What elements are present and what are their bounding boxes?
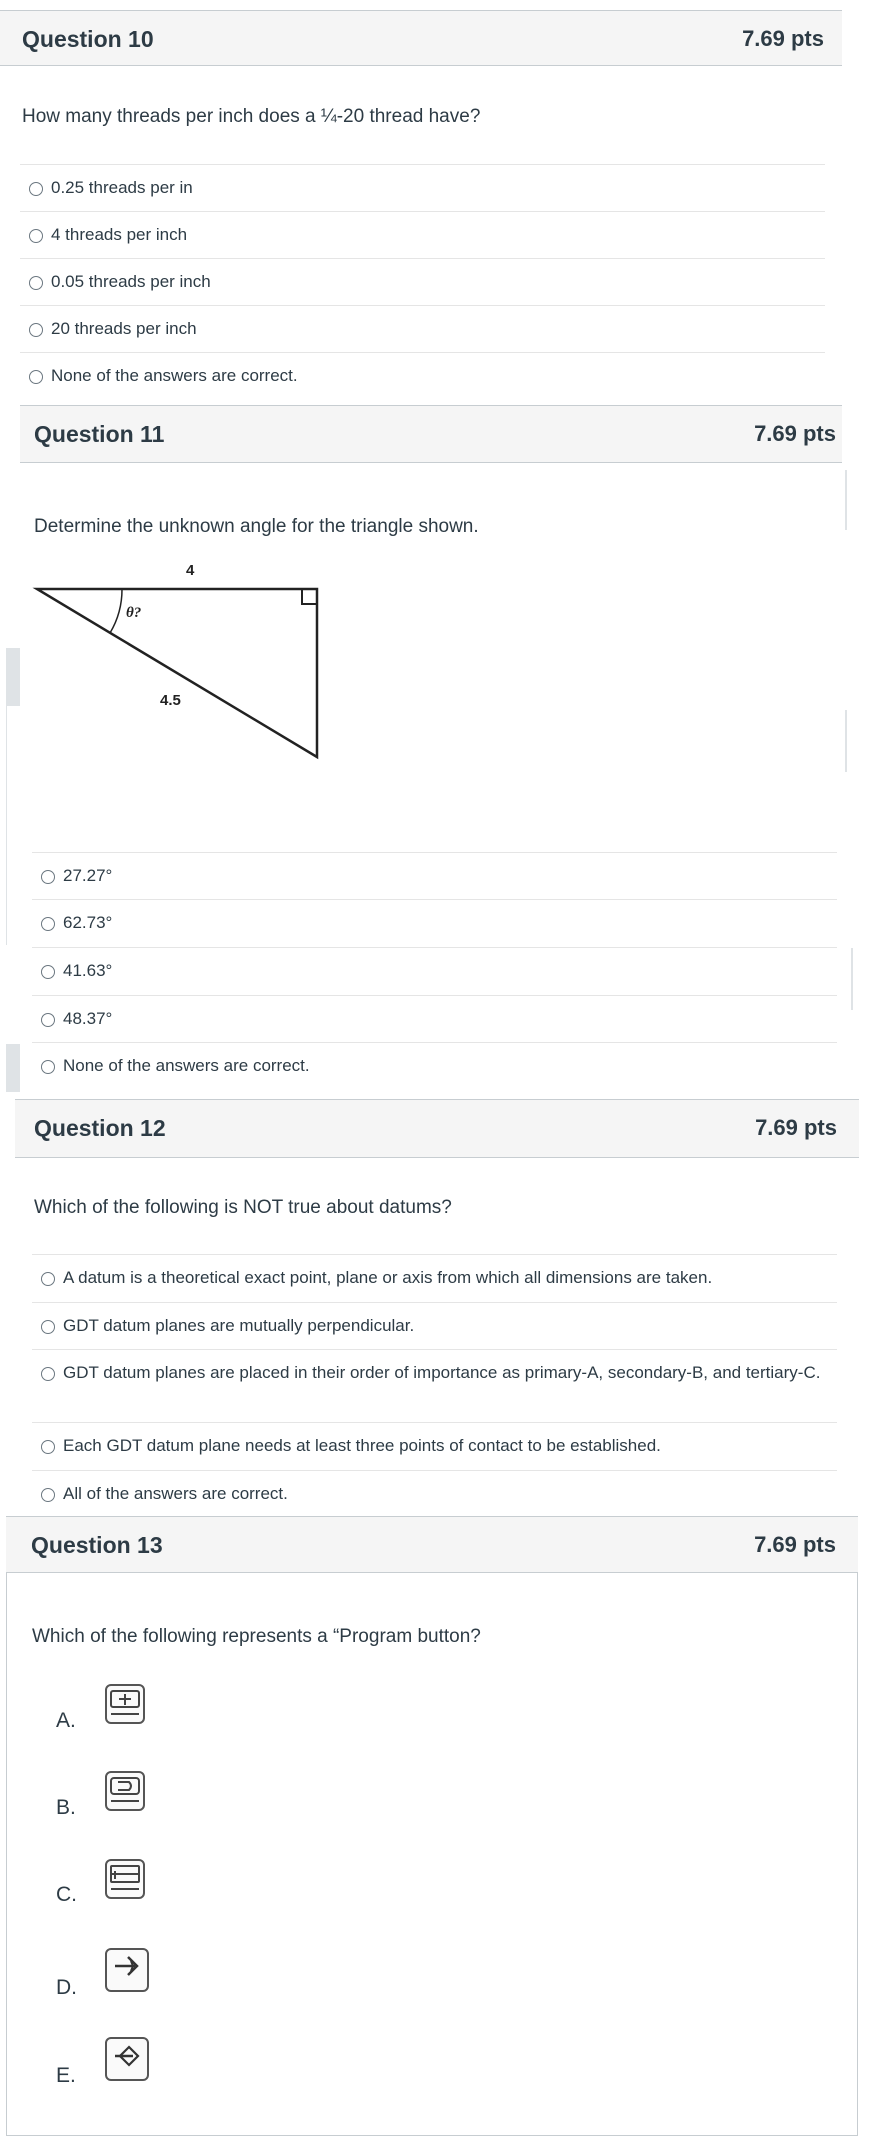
answer-option[interactable]: [32, 899, 837, 947]
radio-button[interactable]: [29, 276, 43, 290]
question-prompt: How many threads per inch does a ¼-20 thread have?: [22, 106, 481, 127]
answer-label: 0.25 threads per in: [51, 178, 193, 197]
arrow-diamond-icon[interactable]: [105, 1948, 149, 1992]
answer-option[interactable]: [20, 211, 825, 258]
answer-label: None of the answers are correct.: [63, 1056, 310, 1075]
answer-option[interactable]: [32, 995, 837, 1042]
question-title: Question 11: [34, 421, 165, 447]
side-label-top: 4: [186, 562, 195, 579]
question-header: [0, 10, 842, 66]
answer-option[interactable]: [20, 305, 825, 352]
question-prompt: Which of the following is NOT true about datums?: [34, 1197, 452, 1218]
right-edge-marker-3: [851, 948, 853, 1010]
radio-button[interactable]: [41, 1488, 55, 1502]
question-header: [20, 405, 842, 463]
answer-label: All of the answers are correct.: [63, 1484, 288, 1503]
answer-option[interactable]: [32, 1254, 837, 1302]
arrow-diamond-minus-icon[interactable]: [105, 2037, 149, 2081]
screen-keyboard-icon: [107, 1861, 143, 1897]
angle-label: θ?: [126, 605, 142, 621]
answer-label: 4 threads per inch: [51, 225, 188, 244]
answer-label: 27.27°: [63, 866, 113, 885]
answer-label: 41.63°: [63, 961, 113, 980]
answer-label: A datum is a theoretical exact point, plane or axis from which all dimensions are taken.: [63, 1268, 713, 1287]
question-points: 7.69 pts: [754, 421, 836, 446]
program-arrow-icon: [107, 1773, 143, 1809]
question-header: [15, 1099, 859, 1158]
radio-button[interactable]: [29, 323, 43, 337]
radio-button[interactable]: [41, 1013, 55, 1027]
arrow-diamond-minus-icon: [107, 2039, 147, 2079]
radio-button[interactable]: [41, 870, 55, 884]
answer-option[interactable]: [20, 352, 825, 399]
answer-label: 20 threads per inch: [51, 319, 197, 338]
radio-button[interactable]: [29, 182, 43, 196]
answer-option[interactable]: [32, 852, 837, 899]
answer-option[interactable]: [20, 164, 825, 211]
screen-keyboard-icon[interactable]: [105, 1859, 145, 1899]
left-edge-marker-2: [6, 1044, 20, 1092]
radio-button[interactable]: [41, 917, 55, 931]
right-edge-marker: [845, 470, 847, 530]
answer-option[interactable]: [32, 1042, 837, 1089]
hypotenuse-label: 4.5: [160, 692, 181, 709]
question-points: 7.69 pts: [754, 1532, 836, 1557]
answer-option[interactable]: [20, 258, 825, 305]
answer-option[interactable]: [32, 1302, 837, 1349]
calculator-plus-icon[interactable]: [105, 1684, 145, 1724]
question-header: [6, 1516, 858, 1573]
answer-option[interactable]: [32, 1422, 837, 1470]
answer-label: GDT datum planes are mutually perpendicular.: [63, 1316, 415, 1335]
answer-label: 62.73°: [63, 913, 113, 932]
option-letter: A.: [56, 1709, 76, 1732]
radio-button[interactable]: [29, 370, 43, 384]
radio-button[interactable]: [41, 1272, 55, 1286]
answer-label: Each GDT datum plane needs at least three points of contact to be established.: [63, 1436, 661, 1455]
answer-option[interactable]: [32, 947, 837, 995]
question-points: 7.69 pts: [755, 1115, 837, 1140]
question-points: 7.69 pts: [742, 26, 824, 51]
radio-button[interactable]: [41, 1060, 55, 1074]
arrow-diamond-icon: [107, 1950, 147, 1990]
answer-label: 48.37°: [63, 1009, 113, 1028]
answer-option[interactable]: [32, 1349, 837, 1422]
option-letter: B.: [56, 1796, 76, 1819]
question-prompt: Determine the unknown angle for the triangle shown.: [34, 516, 479, 537]
radio-button[interactable]: [41, 965, 55, 979]
radio-button[interactable]: [41, 1367, 55, 1381]
radio-button[interactable]: [41, 1320, 55, 1334]
option-letter: C.: [56, 1883, 77, 1906]
radio-button[interactable]: [29, 229, 43, 243]
radio-button[interactable]: [41, 1440, 55, 1454]
calculator-plus-icon: [107, 1686, 143, 1722]
right-edge-marker-2: [845, 710, 847, 772]
question-prompt: Which of the following represents a “Program button?: [32, 1626, 481, 1647]
answer-option[interactable]: [32, 1470, 837, 1516]
question-title: Question 10: [22, 26, 154, 52]
answer-label: 0.05 threads per inch: [51, 272, 211, 291]
program-arrow-icon[interactable]: [105, 1771, 145, 1811]
left-edge-line: [6, 705, 7, 945]
question-title: Question 13: [31, 1532, 163, 1558]
triangle-figure: [30, 555, 330, 765]
answer-label: GDT datum planes are placed in their order of importance as primary-A, secondary-B, and tertiary-C.: [63, 1363, 821, 1382]
left-edge-marker: [6, 648, 20, 706]
question-title: Question 12: [34, 1115, 166, 1141]
option-letter: D.: [56, 1976, 77, 1999]
option-letter: E.: [56, 2064, 76, 2087]
answer-label: None of the answers are correct.: [51, 366, 298, 385]
